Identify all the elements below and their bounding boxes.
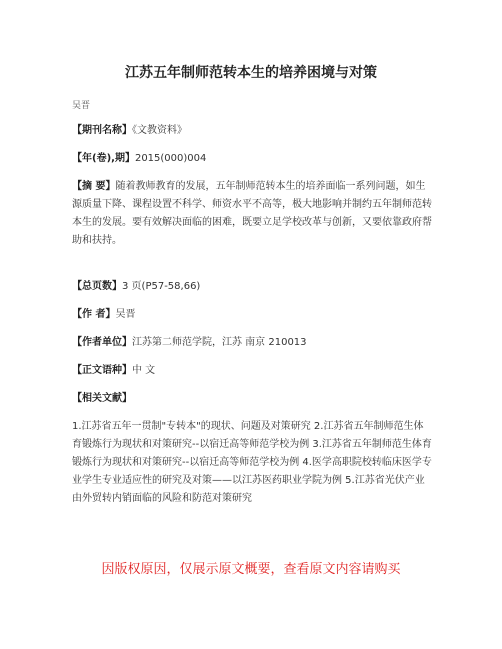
language-label: 【正文语种】 [72,365,132,376]
affiliation-field [72,334,432,352]
author-line: 吴晋 [72,101,91,111]
abstract-field [72,178,432,250]
references-list: 1.江苏省五年一贯制"专转本"的现状、问题及对策研究 2.江苏省五年制师范生体育锻炼行为现状和对策研究--以宿迁高等师范学校为例 3.江苏省五年制师范生体育锻炼行为现状和对策研究--以宿迁高等师范学校为例 4.医学高职院校转临床医学专业学生专业适应性的研究及对策——以江苏医药职业学院为例 5.江苏省光伏产业由外贸转内销面临的风险和防范对策研究 [72,421,432,504]
pages-value: 3 页(P57-58,66) [122,281,201,292]
copyright-notice[interactable]: 因版权原因，仅展示原文概要，查看原文内容请购买 [101,562,401,577]
affiliation-value: 江苏第二师范学院，江苏 南京 210013 [132,337,307,348]
references-label: 【相关文献】 [72,393,132,404]
abstract-label: 【摘 要】 [72,181,116,192]
pages-field [72,278,432,296]
authors-field [72,306,432,324]
references-field [72,390,432,408]
page-title: 江苏五年制师范转本生的培养困境与对策 [125,65,377,81]
language-value: 中 文 [132,365,156,376]
journal-value: 《文教资料》 [132,125,187,136]
journal-label: 【期刊名称】 [72,125,132,136]
authors-label: 【作 者】 [72,309,116,320]
journal-field [72,122,432,140]
abstract-value: 随着教师教育的发展，五年制师范转本生的培养面临一系列问题，如生源质量下降、课程设置不科学、师资水平不高等，极大地影响并制约五年制师范转本生的发展。要有效解决面临的困难，既要立足学校改革与创新，又要依靠政府帮助和扶持。 [72,181,432,246]
pages-label: 【总页数】 [72,281,122,292]
year-field [72,150,432,168]
authors-value: 吴晋 [115,309,136,320]
affiliation-label: 【作者单位】 [72,337,132,348]
year-label: 【年(卷),期】 [72,153,135,164]
year-value: 2015(000)004 [134,153,207,164]
language-field [72,362,432,380]
